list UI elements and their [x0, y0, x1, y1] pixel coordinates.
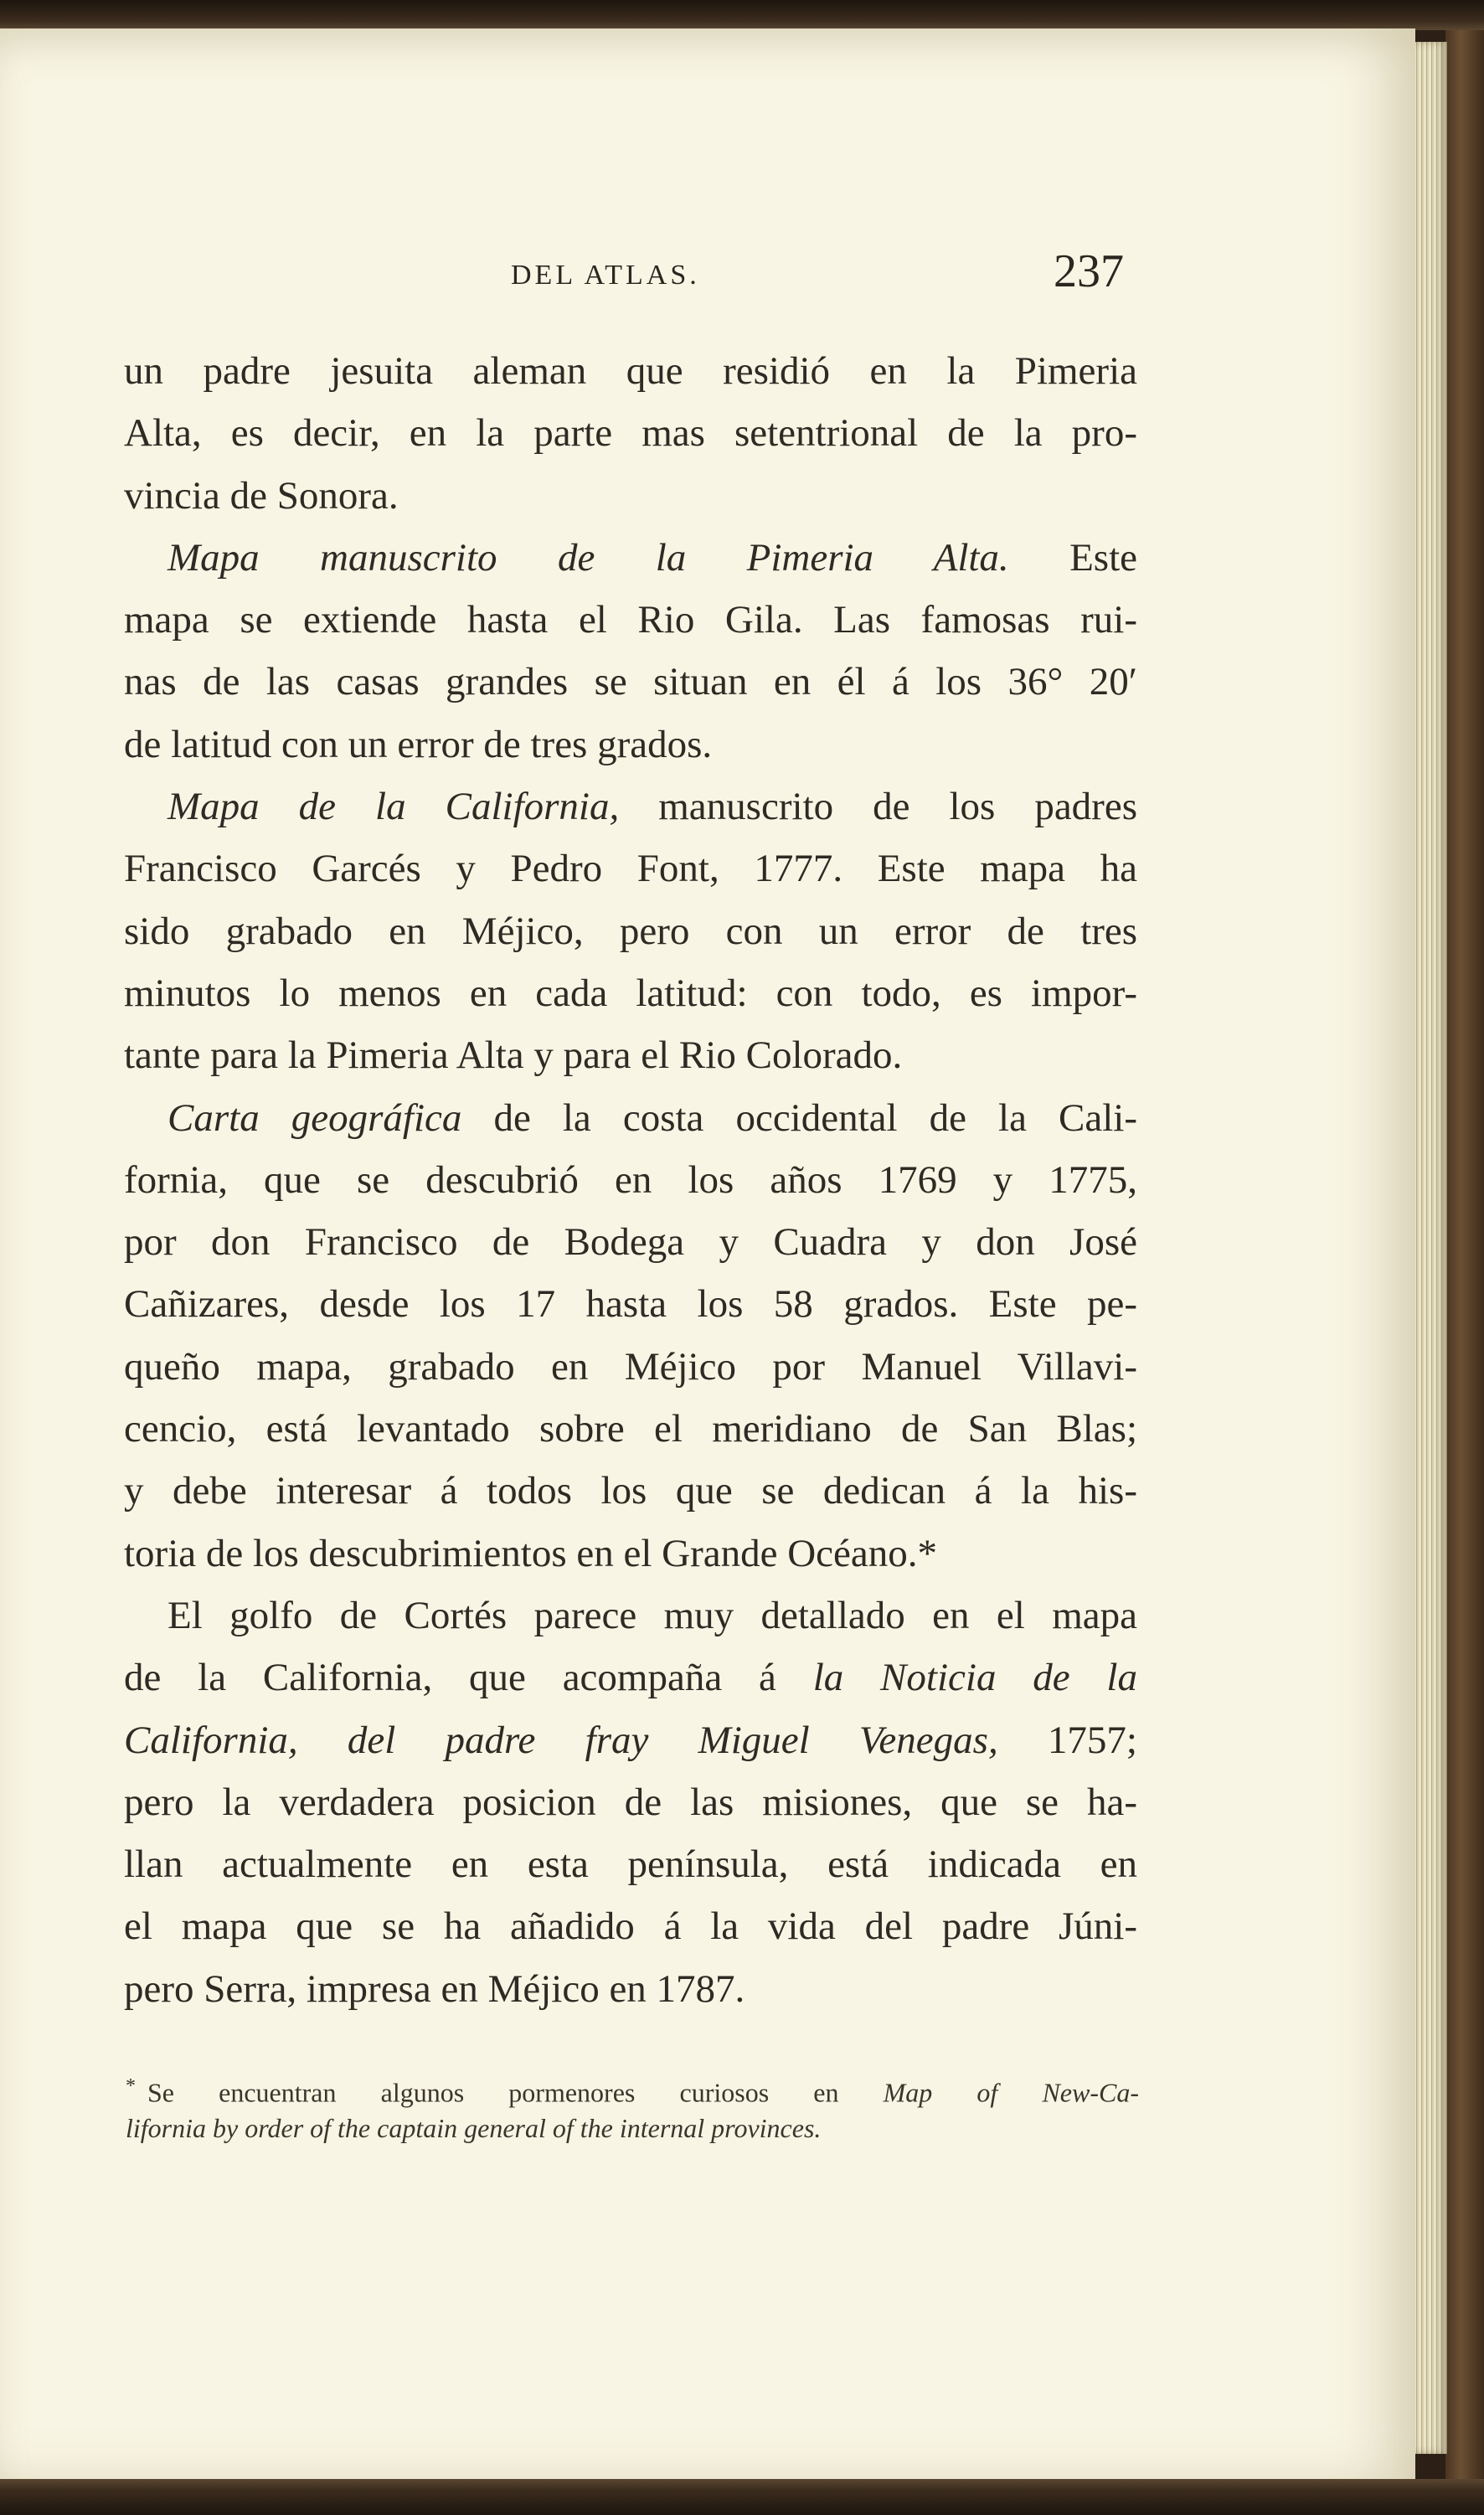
- body-text: [124, 340, 1137, 2020]
- text-segment: Cañizares, desde los 17 hasta los 58 grados. Este pe-: [124, 1282, 1137, 1327]
- text-segment: nas de las casas grandes se situan en él á los 36° 20′: [124, 660, 1137, 704]
- text-line: [124, 714, 1137, 776]
- text-segment: de latitud con un error de tres grados.: [124, 722, 713, 766]
- text-line: [124, 1273, 1137, 1335]
- text-line: [124, 1958, 1137, 2020]
- book-page: [0, 28, 1415, 2482]
- text-line: [124, 1211, 1137, 1273]
- text-segment: pero la verdadera posicion de las misiones, que se ha-: [124, 1780, 1137, 1824]
- text-line: [124, 1336, 1137, 1398]
- text-line: [124, 1398, 1137, 1460]
- text-segment: vincia de Sonora.: [124, 473, 399, 518]
- text-line: [124, 1460, 1137, 1522]
- text-segment: llan actualmente en esta península, está indicada en: [124, 1842, 1137, 1887]
- italic-text: Mapa manuscrito de la Pimeria Alta.: [167, 535, 1009, 580]
- text-line: [124, 1523, 1137, 1585]
- text-segment: sido grabado en Méjico, pero con un error de tres: [124, 909, 1137, 953]
- text-segment: y debe interesar á todos los que se dedican á la his-: [124, 1469, 1137, 1513]
- text-segment: el mapa que se ha añadido á la vida del padre Júni-: [124, 1904, 1137, 1949]
- text-segment: mapa se extiende hasta el Rio Gila. Las famosas rui-: [124, 598, 1137, 642]
- text-segment: Francisco Garcés y Pedro Font, 1777. Este mapa ha: [124, 847, 1137, 891]
- text-line: [124, 465, 1137, 527]
- text-line: [124, 402, 1137, 464]
- text-segment: 1757;: [997, 1718, 1137, 1762]
- footnote-marker: *: [126, 2075, 136, 2097]
- text-line: [124, 340, 1137, 402]
- text-line: [124, 1895, 1137, 1957]
- text-line: [124, 1024, 1137, 1086]
- text-line: [124, 1585, 1137, 1647]
- text-line: [124, 1771, 1137, 1833]
- text-line: [124, 1709, 1137, 1771]
- text-line: [124, 900, 1137, 962]
- italic-text: California, del padre fray Miguel Venegas,: [124, 1718, 998, 1762]
- text-segment: Se encuentran algunos pormenores curiosos en: [147, 2077, 884, 2108]
- text-line: [124, 1087, 1137, 1149]
- text-segment: cencio, está levantado sobre el meridiano de San Blas;: [124, 1407, 1137, 1451]
- text-segment: Alta, es decir, en la parte mas setentrional de la pro-: [124, 411, 1137, 456]
- text-line: [124, 527, 1137, 589]
- text-segment: tante para la Pimeria Alta y para el Rio Colorado.: [124, 1033, 903, 1078]
- italic-text: Carta geográfica: [167, 1095, 462, 1140]
- text-segment: Este: [1008, 535, 1137, 580]
- page-bottom-shadow: [0, 2479, 1484, 2515]
- text-segment: El golfo de Cortés parece muy detallado en el mapa: [167, 1593, 1137, 1637]
- text-line: [124, 589, 1137, 651]
- page-number: 237: [1054, 245, 1124, 297]
- italic-text: la Noticia de la: [812, 1656, 1137, 1700]
- text-segment: queño mapa, grabado en Méjico por Manuel Villavi-: [124, 1344, 1137, 1389]
- book-cover-edge: [1445, 30, 1484, 2484]
- text-segment: manuscrito de los padres: [619, 785, 1137, 829]
- text-segment: de la California, que acompaña á: [124, 1656, 813, 1700]
- italic-text: lifornia by order of the captain general of the internal provinces.: [126, 2113, 822, 2143]
- text-line: [126, 2065, 1139, 2107]
- text-line: [124, 1833, 1137, 1895]
- italic-text: Mapa de la California,: [167, 785, 620, 829]
- text-segment: de la costa occidental de la Cali-: [461, 1095, 1137, 1140]
- text-segment: fornia, que se descubrió en los años 1769 y 1775,: [124, 1157, 1137, 1202]
- text-segment: toria de los descubrimientos en el Grande Océano.*: [124, 1531, 938, 1575]
- text-line: [124, 1647, 1137, 1708]
- page-top-shadow: [0, 0, 1484, 30]
- text-line: [124, 837, 1137, 899]
- text-line: [126, 2107, 1139, 2149]
- text-segment: pero Serra, impresa en Méjico en 1787.: [124, 1966, 745, 2011]
- text-line: [124, 651, 1137, 713]
- text-line: [124, 776, 1137, 837]
- text-segment: un padre jesuita aleman que residió en la Pimeria: [124, 349, 1137, 393]
- text-segment: por don Francisco de Bodega y Cuadra y don José: [124, 1220, 1137, 1265]
- text-segment: minutos lo menos en cada latitud: con todo, es impor-: [124, 971, 1137, 1015]
- text-line: [124, 962, 1137, 1024]
- footnote: [126, 2065, 1139, 2149]
- text-line: [124, 1149, 1137, 1211]
- running-head-title: DEL ATLAS.: [511, 260, 700, 291]
- italic-text: Map of New-Ca-: [883, 2077, 1140, 2108]
